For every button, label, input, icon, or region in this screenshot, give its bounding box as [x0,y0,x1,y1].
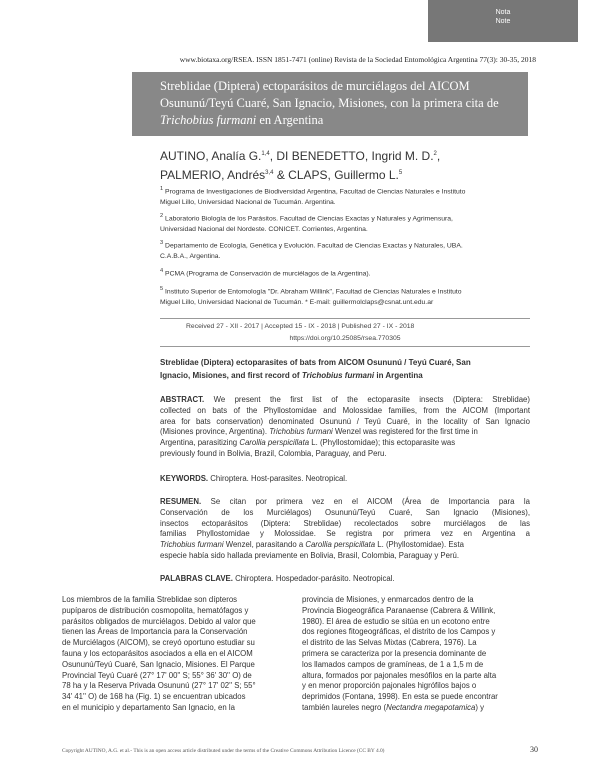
divider-top [160,318,530,319]
keywords-text: Chiroptera. Host-parasites. Neotropical. [208,474,348,483]
english-title-line-2 [160,369,471,382]
title-line-3 [160,112,520,129]
author-claps: & CLAPS, Guillermo L. [273,168,399,182]
english-title-line-1: Streblidae (Diptera) ectoparasites of bats from AICOM Osununú / Teyú Cuaré, San [160,358,471,367]
body-line: Provincial Teyú Cuaré (27° 17' 00'' S; 55° 36' 30'' O) de [62,670,252,680]
author-palmerio: PALMERIO, Andrés [160,168,266,182]
abstract-text: (Misiones province, Argentina). [160,427,268,437]
author-line-1 [160,146,440,165]
author-list [160,146,440,184]
english-title-species: Trichobius furmani [301,371,375,380]
body-text: también laureles negro ( [302,702,387,712]
affiliation-number: 1 [160,186,164,192]
body-line: parásitos obligados de murciélagos. Debido al valor que [62,616,256,626]
title-band [132,72,528,136]
body-line: tienen las Áreas de Importancia para la Conservación [62,627,248,637]
author-line-2 [160,165,440,184]
body-line: en el municipio y departamento San Ignacio, en la [62,702,235,712]
palabras-clave-text: Chiroptera. Hospedador-parásito. Neotropical. [232,574,395,583]
resumen-line: Conservación de los Murciélagos) Osununú/Teyú Cuaré, San Ignacio (Misiones), [160,507,530,517]
author-dibenedetto-affil: 2 [433,151,437,157]
resumen-line [160,497,530,508]
body-line: de Murciélagos (AICOM), se creyó oportuno estudiar su [62,638,255,648]
resumen-species: Trichobius furmani [160,540,224,550]
article-type-badge [428,0,578,42]
body-line: 78 ha y la Reserva Privada Osununú (27° 17' 02'' S; 55° [62,681,256,691]
resumen-line: familias Phyllostomidae y Molossidae. Se registra por primera vez en Argentina a [160,529,530,539]
abstract-section [160,395,530,460]
abstract-label: ABSTRACT. [160,395,205,404]
affiliation-number: 2 [160,213,164,219]
affiliation-text: PCMA (Programa de Conservación de murciélagos de la Argentina). [163,270,371,278]
body-text: ) y [475,702,485,712]
copyright-footer: Copyright AUTINO, A.G. et al.- This is an open access article distributed under the terms of the Creative Commons Attribution Licence (CC BY 4.0) [62,748,385,754]
resumen-section [160,497,530,562]
affiliation-3 [160,238,530,262]
abstract-text: L. (Phyllostomidae); this ectoparasite was [309,438,456,448]
body-line: y en menor proporción pajonales higrófilos bajos o [302,681,477,691]
body-column-right [302,595,530,714]
english-title [160,356,471,382]
body-line: fauna y los ectoparásitos asociados a ella en el AICOM [62,648,253,658]
palabras-clave-section [160,574,530,585]
doi-link[interactable]: https://doi.org/10.25085/rsea.770305 [289,335,401,342]
body-line: 1980). El área de estudio se sitúa en un ecotono entre [302,616,490,626]
author-autino: AUTINO, Analía G. [160,149,262,163]
badge-label-es: Nota [495,9,511,16]
body-line: primera se caracteriza por la presencia dominante de [302,648,487,658]
body-line: 34' 41'' O) de 168 ha (Fig. 1) se encuentran ubicados [62,692,246,702]
author-palmerio-affil: 3,4 [265,170,274,176]
affiliation-text: C.A.B.A., Argentina. [160,253,221,261]
author-dibenedetto: , DI BENEDETTO, Ingrid M. D. [269,149,434,163]
body-line: pupíparos de distribución cosmopolita, hematófagos y [62,605,249,615]
body-line: deprimidos (Fontana, 1998). En esta se puede encontrar [302,692,498,702]
body-line: Osununú/Teyú Cuaré, San Ignacio, Misiones. El Parque [62,659,255,669]
title-line-2: Osununú/Teyú Cuaré, San Ignacio, Misiones, con la primera cita de [160,96,499,110]
title-species-name: Trichobius furmani [160,113,257,127]
abstract-text: Argentina, parasitizing [160,438,240,448]
body-line: provincia de Misiones, y enmarcados dentro de la [302,595,474,604]
divider-bottom [160,346,530,347]
abstract-line: previously found in Bolivia, Brazil, Colombia, Paraguay, and Peru. [160,448,387,458]
body-line: dos regiones fitogeográficas, el distrito de los Campos y [302,627,496,637]
affiliation-4 [160,266,530,279]
english-title-part: in Argentina [374,371,423,380]
affiliation-number: 4 [160,268,164,274]
body-line: el distrito de las Selvas Mixtas (Cabrera, 1976). La [302,638,477,648]
publication-dates: Received 27 - XII - 2017 | Accepted 15 - IX - 2018 | Published 27 - IX - 2018 [186,323,415,330]
author-autino-affil: 1,4 [261,151,270,157]
journal-citation-line: www.biotaxa.org/RSEA. ISSN 1851-7471 (online) Revista de la Sociedad Entomológica Argentina 77(3): 30-35, 2018 [179,55,536,64]
resumen-line [160,540,530,551]
resumen-species: Carollia perspicillata [305,540,376,550]
affiliation-number: 3 [160,240,164,246]
title-line-1: Streblidae (Diptera) ectoparásitos de murciélagos del AICOM [160,79,470,93]
body-line: altura, formados por pajonales mesófilos en la parte alta [302,670,497,680]
resumen-text: L. (Phyllostomidae). Esta [375,540,464,550]
affiliation-text: Universidad Nacional del Nordeste. CONICET. Corrientes, Argentina. [160,226,368,234]
abstract-text: Wenzel was registered for the first time in [332,427,478,437]
body-line: los llamados campos de gramíneas, de 1 a 1,5 m de [302,659,484,669]
palabras-clave-label: PALABRAS CLAVE. [160,574,233,583]
affiliation-number: 5 [160,286,164,292]
abstract-line [160,438,530,449]
keywords-label: KEYWORDS. [160,474,209,483]
resumen-line: especie había sido hallada previamente en Bolivia, Brasil, Colombia, Paraguay y Perú. [160,550,460,560]
affiliation-text: Miguel Lillo, Universidad Nacional de Tucumán. Argentina. [160,199,336,207]
keywords-section [160,474,530,485]
body-column-left [62,595,290,714]
affiliation-text: Programa de Investigaciones de Biodiversidad Argentina, Facultad de Ciencias Naturales e Instituto [163,188,466,196]
affiliation-5 [160,284,530,308]
affiliation-1 [160,184,530,208]
author-claps-affil: 5 [398,170,403,176]
resumen-label: RESUMEN. [160,497,202,506]
title-line-3-rest: en Argentina [256,113,324,127]
affiliation-text: Departamento de Ecología, Genética y Evolución. Facultad de Ciencias Exactas y Naturales, UBA. [163,242,463,250]
page-number: 30 [530,745,538,754]
abstract-line: area for bats conservation) denominated Osununú / Teyú Cuaré, in the locality of San Ignacio [160,416,530,426]
abstract-species: Trichobius furmani [269,427,333,437]
badge-label-en: Note [495,18,511,25]
abstract-species: Carollia perspicillata [239,438,310,448]
body-species: Nectandra megapotamica [386,702,476,712]
english-title-part: Ignacio, Misiones, and first record of [160,371,302,380]
abstract-line [160,395,530,406]
author-separator: , [436,149,441,163]
body-line [302,703,530,714]
abstract-text: We present the first list of the ectoparasite insects (Diptera: Streblidae) [204,395,530,404]
affiliation-text: Miguel Lillo, Universidad Nacional de Tucumán. * E-mail: guillermolclaps@csnat.unt.edu.ar [160,299,434,307]
affiliation-2 [160,211,530,235]
abstract-line: collected on bats of the Phyllostomidae and Molossidae families, from the AICOM (Important [160,405,530,415]
resumen-line: insectos ectoparásitos (Diptera: Streblidae) recolectados sobre murciélagos de las [160,518,530,528]
body-line: Provincia Biogeográfica Paranaense (Cabrera & Willink, [302,605,496,615]
affiliation-text: Laboratorio Biología de los Parásitos. Facultad de Ciencias Exactas y Naturales y Agrimensura, [163,215,453,223]
affiliation-text: Instituto Superior de Entomología "Dr. Abraham Willink", Facultad de Ciencias Naturales e Instituto [163,288,462,296]
resumen-text: Wenzel, parasitando a [223,540,306,550]
abstract-line [160,427,530,438]
resumen-text: Se citan por primera vez en el AICOM (Área de Importancia para la [201,497,530,506]
body-line: Los miembros de la familia Streblidae son dípteros [62,595,238,604]
